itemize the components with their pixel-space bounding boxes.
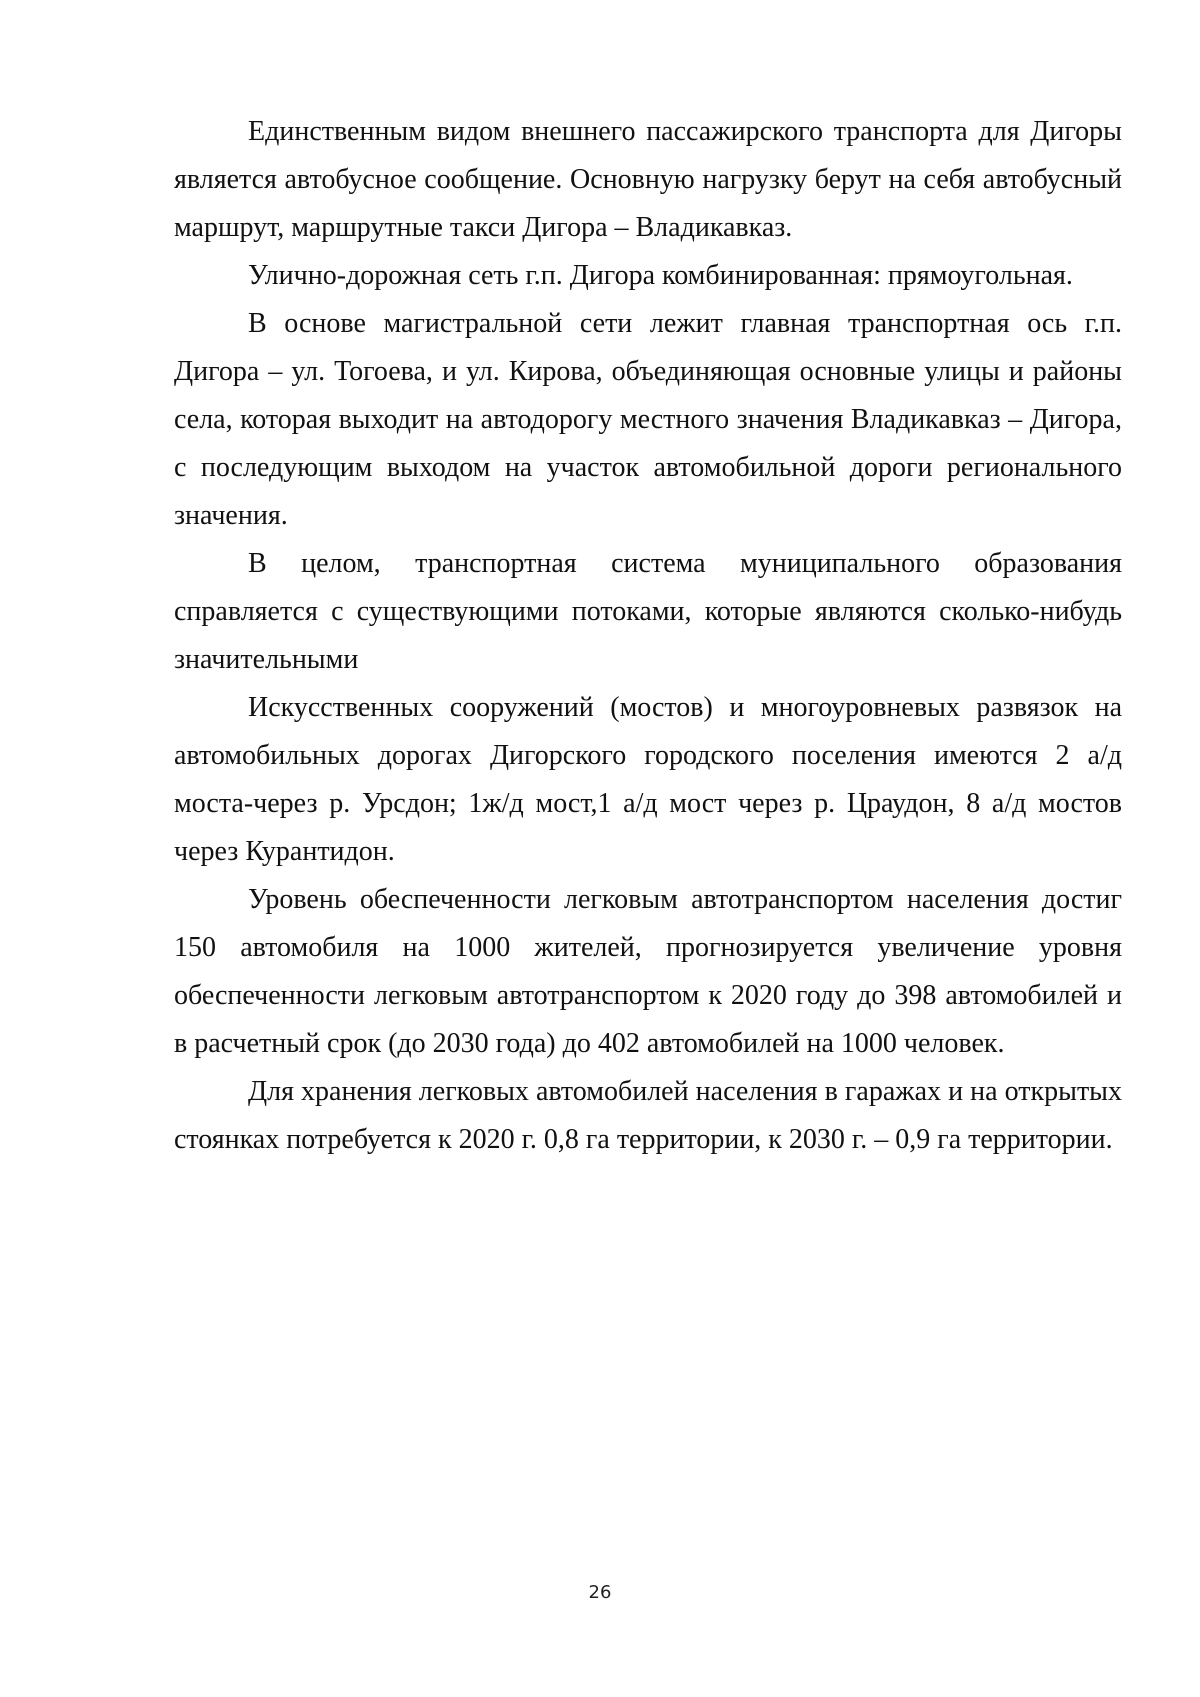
document-body — [174, 108, 1122, 1164]
paragraph-car-storage: Для хранения легковых автомобилей населения в гаражах и на открытых стоянках потребуется к 2020 г. 0,8 га территории, к 2030 г. – 0,9 га территории. — [174, 1076, 1122, 1155]
paragraph-passenger-transport: Единственным видом внешнего пассажирского транспорта для Дигоры является автобусное сообщение. Основную нагрузку берут на себя автобусный маршрут, маршрутные такси Дигора – Владикавказ. — [174, 116, 1122, 243]
paragraph-transport-system: В целом, транспортная система муниципального образования справляется с существующими потоками, которые являются сколько-нибудь значительными — [174, 548, 1122, 675]
paragraph-street-network: Улично-дорожная сеть г.п. Дигора комбинированная: прямоугольная. — [248, 260, 1073, 291]
page-number: 26 — [588, 1582, 612, 1603]
paragraph-bridges: Искусственных сооружений (мостов) и многоуровневых развязок на автомобильных дорогах Дигорского городского поселения имеются 2 а/д моста-через р. Урсдон; 1ж/д мост,1 а/д мост через р. Цраудон, 8 а/д мостов через Курантидон. — [174, 692, 1122, 867]
paragraph-main-axis: В основе магистральной сети лежит главная транспортная ось г.п. Дигора – ул. Тогоева, и ул. Кирова, объединяющая основные улицы и районы села, которая выходит на автодорогу местного значения Владикавказ – Дигора, с последующим выходом на участок автомобильной дороги регионального значения. — [174, 308, 1122, 531]
paragraph-car-ownership: Уровень обеспеченности легковым автотранспортом населения достиг 150 автомобиля на 1000 жителей, прогнозируется увеличение уровня обеспеченности легковым автотранспортом к 2020 году до 398 автомобилей и в расчетный срок (до 2030 года) до 402 автомобилей на 1000 человек. — [174, 884, 1122, 1059]
